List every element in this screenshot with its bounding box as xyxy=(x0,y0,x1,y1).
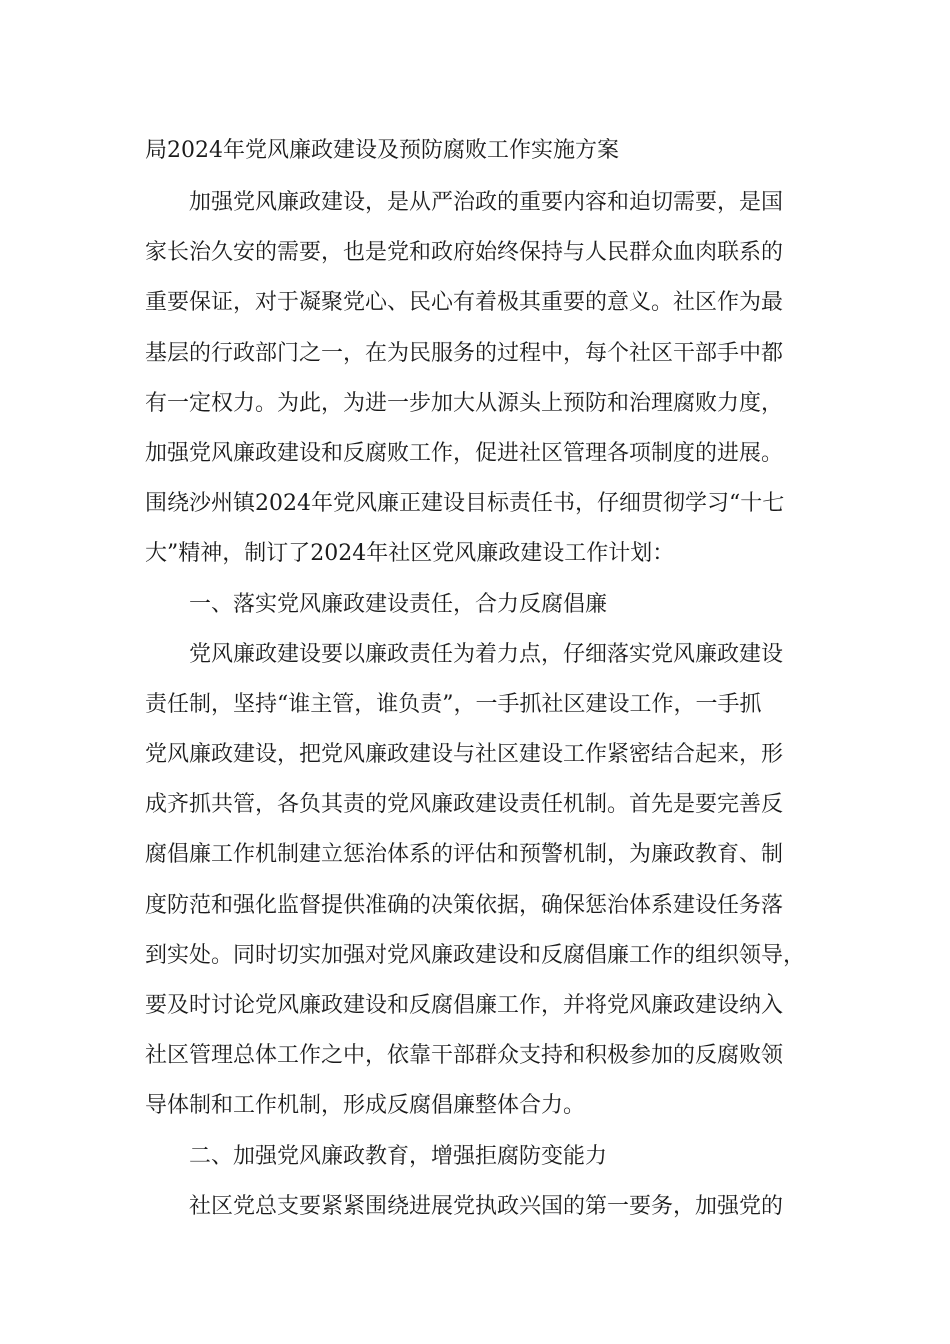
paragraph-line: 到实处。同时切实加强对党风廉政建设和反腐倡廉工作的组织领导， xyxy=(145,942,806,968)
paragraph-line: 腐倡廉工作机制建立惩治体系的评估和预警机制，为廉政教育、制 xyxy=(145,842,784,868)
paragraph-line: 要及时讨论党风廉政建设和反腐倡廉工作，并将党风廉政建设纳入 xyxy=(145,993,784,1018)
paragraph-first-line: 党风廉政建设要以廉政责任为着力点，仔细落实党风廉政建设 xyxy=(189,641,784,667)
paragraph-first-line: 二、加强党风廉政教育，增强拒腐防变能力 xyxy=(189,1143,608,1169)
paragraph-line: 导体制和工作机制，形成反腐倡廉整体合力。 xyxy=(145,1093,586,1119)
paragraph-line: 加强党风廉政建设和反腐败工作，促进社区管理各项制度的进展。 xyxy=(145,440,784,466)
document-title: 局2024年党风廉政建设及预防腐败工作实施方案 xyxy=(145,138,619,163)
paragraph-first-line: 加强党风廉政建设，是从严治政的重要内容和迫切需要，是国 xyxy=(189,190,784,215)
paragraph-line: 重要保证，对于凝聚党心、民心有着极其重要的意义。社区作为最 xyxy=(145,290,784,316)
paragraph-first-line: 一、落实党风廉政建设责任，合力反腐倡廉 xyxy=(189,591,608,617)
paragraph-line: 大”精神，制订了2024年社区党风廉政建设工作计划： xyxy=(145,541,675,567)
paragraph-line: 家长治久安的需要，也是党和政府始终保持与人民群众血肉联系的 xyxy=(145,240,784,266)
paragraph-line: 基层的行政部门之一，在为民服务的过程中，每个社区干部手中都 xyxy=(145,340,784,366)
paragraph-line: 围绕沙州镇2024年党风廉正建设目标责任书，仔细贯彻学习“十七 xyxy=(145,491,785,517)
document-body xyxy=(145,178,813,1232)
paragraph-line: 责任制，坚持“谁主管，谁负责”，一手抓社区建设工作，一手抓 xyxy=(145,691,762,717)
paragraph-line: 有一定权力。为此，为进一步加大从源头上预防和治理腐败力度， xyxy=(145,390,784,416)
paragraph-line: 社区管理总体工作之中，依靠干部群众支持和积极参加的反腐败领 xyxy=(145,1043,784,1069)
paragraph-line: 度防范和强化监督提供准确的决策依据，确保惩治体系建设任务落 xyxy=(145,892,784,918)
paragraph-first-line: 社区党总支要紧紧围绕进展党执政兴国的第一要务，加强党的 xyxy=(189,1193,784,1219)
paragraph-line: 成齐抓共管，各负其责的党风廉政建设责任机制。首先是要完善反 xyxy=(145,792,784,818)
paragraph-line: 党风廉政建设，把党风廉政建设与社区建设工作紧密结合起来，形 xyxy=(145,742,784,768)
